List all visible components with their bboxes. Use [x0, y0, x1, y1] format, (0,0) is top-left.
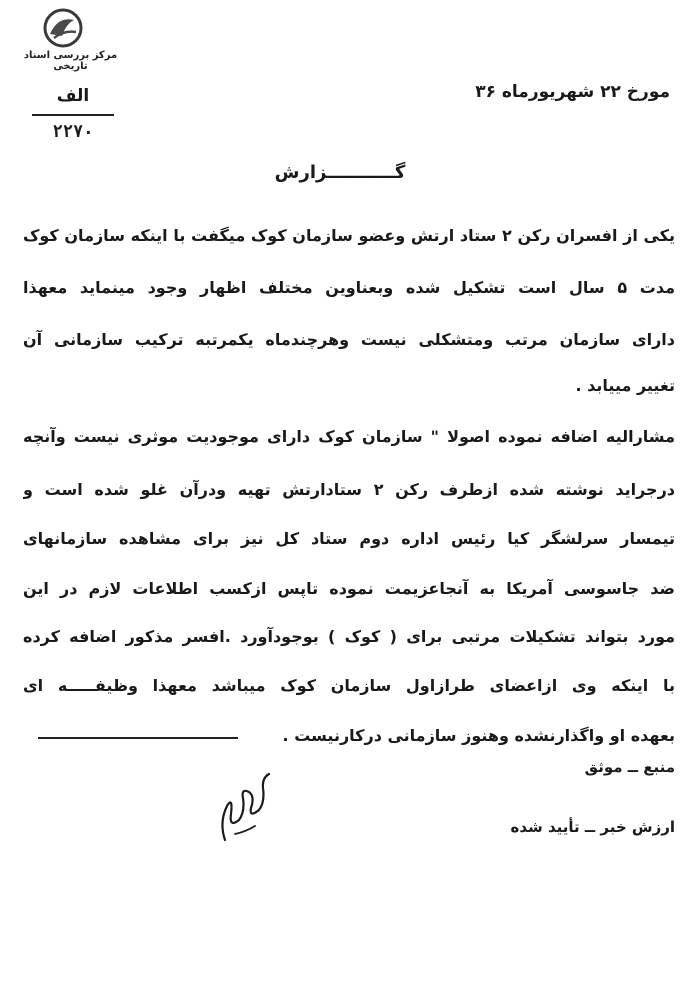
news-value: ارزش خبر ــ تأیید شده — [510, 818, 675, 836]
source-reliability: منبع ــ موثق — [584, 758, 675, 776]
archive-name: مرکز بررسی اسناد تاریخی — [23, 50, 118, 72]
body-line: دارای سازمان مرتب ومتشکلی نیست وهرچندماه یکمرتبه ترکیب سازمانی آن — [23, 330, 675, 349]
archive-logo — [8, 8, 133, 72]
body-line: بعهده او واگذارنشده وهنوز سازمانی درکارنیست . — [282, 726, 675, 745]
body-line: تغییر مییابد . — [575, 376, 675, 395]
reference-block — [28, 86, 118, 142]
reference-label: الف — [56, 86, 90, 106]
body-line: با اینکه وی ازاعضای طرازاول سازمان کوک میباشد معهذا وظیفـــــه ای — [23, 676, 675, 695]
body-line: یکی از افسران رکن ۲ ستاد ارتش وعضو سازمان کوک میگفت با اینکه سازمان کوک — [23, 226, 675, 245]
signature-mark — [205, 762, 285, 852]
archive-seal-icon — [40, 8, 86, 48]
reference-divider — [32, 114, 114, 116]
reference-number: ۲۲۷۰ — [52, 122, 94, 142]
report-heading: گـــــــــــزارش — [274, 162, 406, 183]
body-line: تیمسار سرلشگر کیا رئیس اداره دوم ستاد کل نیز برای مشاهده سازمانهای — [23, 529, 675, 548]
body-line: ضد جاسوسی آمریکا به آنجاعزیمت نموده تاپس ازکسب اطلاعات لازم در این — [23, 579, 675, 598]
body-line: مورد بتواند تشکیلات مرتبی برای ( کوک ) بوجودآورد .افسر مذکور اضافه کرده — [23, 627, 675, 646]
closing-rule — [38, 737, 238, 739]
document-date: مورخ ۲۲ شهریورماه ۳۶ — [475, 82, 670, 102]
body-line: مشارالیه اضافه نموده اصولا " سازمان کوک دارای موجودیت موثری نیست وآنچه — [23, 427, 675, 446]
body-line: درجراید نوشته شده ازطرف رکن ۲ ستادارتش تهیه ودرآن غلو شده است و — [23, 480, 675, 499]
body-line: مدت ۵ سال است تشکیل شده وبعناوین مختلف اظهار وجود مینماید معهذا — [23, 278, 675, 297]
